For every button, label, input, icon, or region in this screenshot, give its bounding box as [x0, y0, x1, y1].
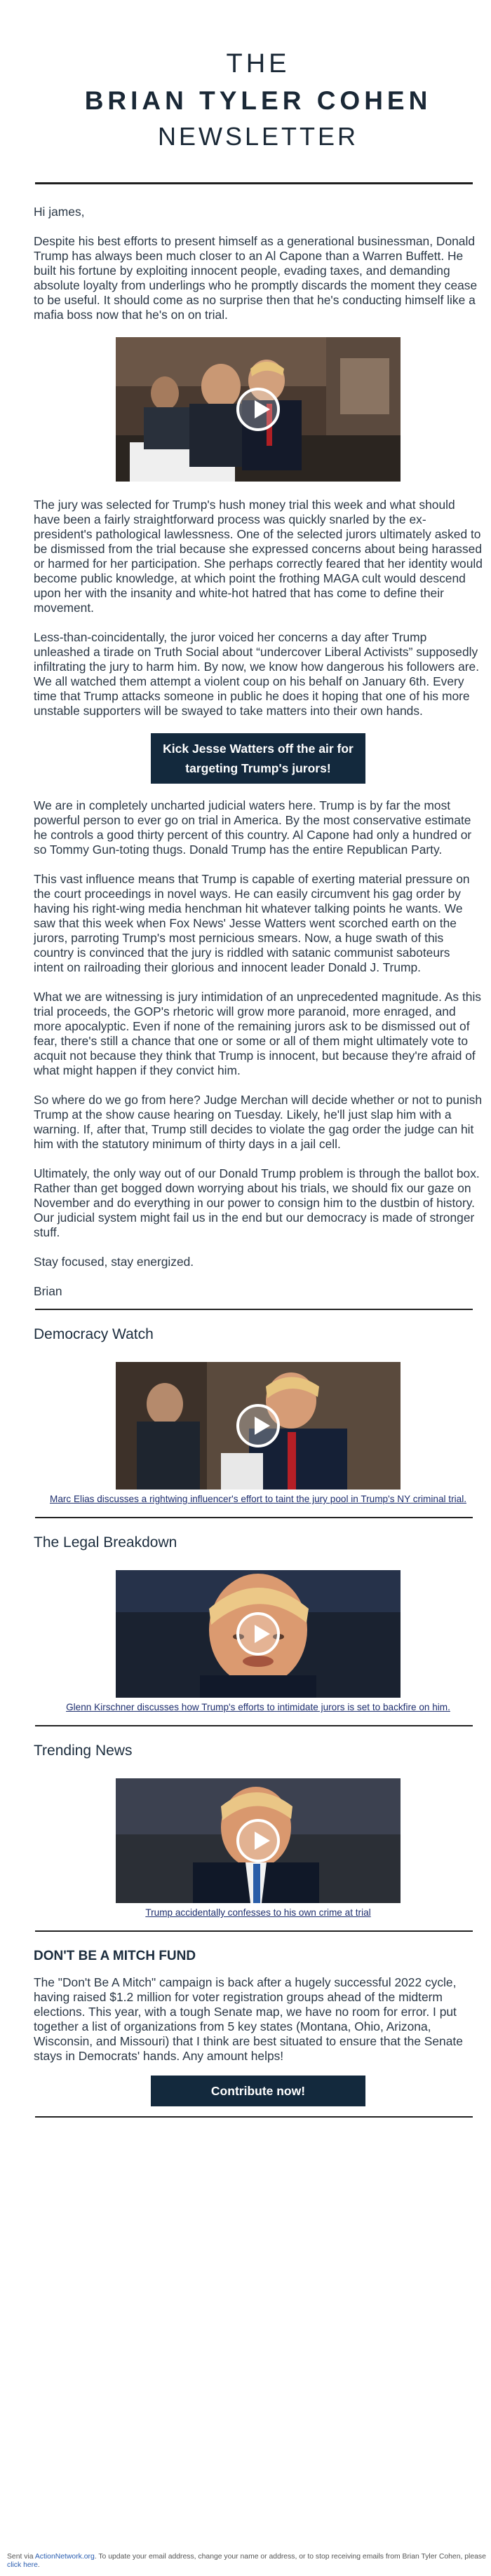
play-icon[interactable] [236, 388, 280, 431]
footer-text: Sent via [7, 2553, 35, 2561]
paragraph: This vast influence means that Trump is capable of exerting material pressure on the court proceedings in novel ways. He can easily circumvent his gag order by having his right-wing media henchman hit whatever talking points he wants. We saw that this week when Fox News' Jesse Watters went scorched earth on the jurors, parroting Trump's most pernicious smears. Now, a huge swath of this country is convinced that the jury is riddled with satanic communist saboteurs intent on railroading their glorious and innocent leader Donald J. Trump. [34, 872, 470, 974]
mitch-paragraph: The "Don't Be A Mitch" campaign is back after a hugely successful 2022 cycle, having raised $1.2 million for voter registration groups ahead of the midterm elections. This year, with a tough Senate map, we have no room for error. I put together a list of organizations from 5 key states (Montana, Ohio, Arizona, Wisconsin, and Missouri) that I think are best situated to ensure that the Senate stays in Democrats' hands. Any amount helps! [34, 1975, 463, 2063]
play-icon[interactable] [236, 1612, 280, 1656]
democracy-watch-caption-link[interactable]: Marc Elias discusses a rightwing influencer's effort to taint the jury pool in Trump's NY criminal trial. [50, 1494, 466, 1504]
kick-jesse-watters-button[interactable]: Kick Jesse Watters off the air for targeting Trump's jurors! [151, 733, 365, 784]
trending-news-caption-link[interactable]: Trump accidentally confesses to his own crime at trial [145, 1907, 371, 1918]
masthead-newsletter: NEWSLETTER [157, 122, 359, 151]
paragraph: What we are witnessing is jury intimidation of an unprecedented magnitude. As this trial proceeds, the GOP's rhetoric will grow more paranoid, more enraged, and more apocalyptic. Even if none of the remaining jurors ask to be dismissed out of fear, there's still a chance that one or some or all of them might ultimately vote to acquit not because they think that Trump is innocent, but because they're afraid of what might happen if they convict him. [34, 990, 482, 1077]
masthead [34, 0, 483, 182]
section-title-legal-breakdown: The Legal Breakdown [34, 1534, 177, 1551]
footer-text: . [37, 2561, 40, 2569]
paragraph: Stay focused, stay energized. [34, 1255, 194, 1269]
greeting: Hi james, [34, 205, 85, 219]
footer-text: . To update your email address, change your name or address, or to stop receiving emails from Brian Tyler Cohen, please [94, 2553, 486, 2561]
play-icon[interactable] [236, 1404, 280, 1447]
democracy-watch-video-thumbnail[interactable] [116, 1362, 401, 1490]
bottom-divider [35, 2116, 473, 2118]
section-title-democracy-watch: Democracy Watch [34, 1326, 154, 1342]
trial-video-thumbnail[interactable] [116, 337, 401, 482]
paragraph: So where do we go from here? Judge Merchan will decide whether or not to punish Trump at the show cause hearing on Tuesday. Likely, he'll just slap him with a warning. If, after that, Trump still decides to violate the gag order the judge can hit him with the statutory minimum of thirty days in a jail cell. [34, 1093, 482, 1151]
paragraph: Less-than-coincidentally, the juror voiced her concerns a day after Trump unleashed a tirade on Truth Social about “undercover Liberal Activists” supposedly infiltrating the jury to harm him. By now, we know how dangerous his followers are. We all watched them attempt a violent coup on his behalf on January 6th. Every time that Trump attacks someone in public he does it hoping that one of his more unstable supporters will be swayed to take matters into their own hands. [34, 630, 480, 718]
paragraph: Ultimately, the only way out of our Donald Trump problem is through the ballot box. Rather than get bogged down worrying about his trials, we should fix our gaze on November and do everything in our power to consign him to the dustbin of history. Our judicial system might fail us in the end but our democracy is made of stronger stuff. [34, 1166, 480, 1239]
section-title-dont-be-a-mitch: DON'T BE A MITCH FUND [34, 1949, 196, 1963]
paragraph: Despite his best efforts to present himself as a generational businessman, Donald Trump has always been much closer to an Al Capone than a Warren Buffett. He built his fortune by exploiting innocent people, evading taxes, and demanding absolute loyalty from underlings who he promptly discards the moment they cease to be useful. It should come as no surprise then that he's conducting himself like a mafia boss now that he's on on trial. [34, 234, 478, 322]
actionnetwork-link[interactable]: ActionNetwork.org [34, 2553, 95, 2561]
letter-body [34, 184, 483, 1299]
play-icon[interactable] [236, 1819, 280, 1862]
unsubscribe-link[interactable]: click here [7, 2561, 38, 2569]
section-title-trending-news: Trending News [34, 1743, 133, 1759]
footer [0, 2553, 491, 2570]
legal-breakdown-caption-link[interactable]: Glenn Kirschner discusses how Trump's efforts to intimidate jurors is set to backfire on him. [66, 1702, 450, 1712]
mitch-body [34, 1975, 483, 2106]
masthead-name: BRIAN TYLER COHEN [84, 86, 432, 115]
contribute-now-button[interactable]: Contribute now! [151, 2076, 365, 2106]
legal-breakdown-video-thumbnail[interactable] [116, 1570, 401, 1698]
signoff: Brian [34, 1284, 62, 1298]
masthead-the: THE [226, 49, 290, 79]
paragraph: We are in completely uncharted judicial waters here. Trump is by far the most powerful person to ever go on trial in America. By the most conservative estimate he controls a good thirty percent of this country. Al Capone had only a hundred or so Tommy Gun-toting thugs. Donald Trump has the entire Republican Party. [34, 798, 472, 857]
newsletter-container [34, 0, 483, 2118]
trending-news-video-thumbnail[interactable] [116, 1778, 401, 1903]
paragraph: The jury was selected for Trump's hush money trial this week and what should have been a fairly straightforward process was quickly snarled by the ex-president's pathological lawlessness. One of the selected jurors ultimately asked to be dismissed from the trial because she expressed concerns about being harassed or harmed for her participation. She perhaps correctly feared that her identity would become public knowledge, at which point the frothing MAGA cult would descend upon her with the insanity and white-hot hatred that has come to define their movement. [34, 498, 483, 615]
